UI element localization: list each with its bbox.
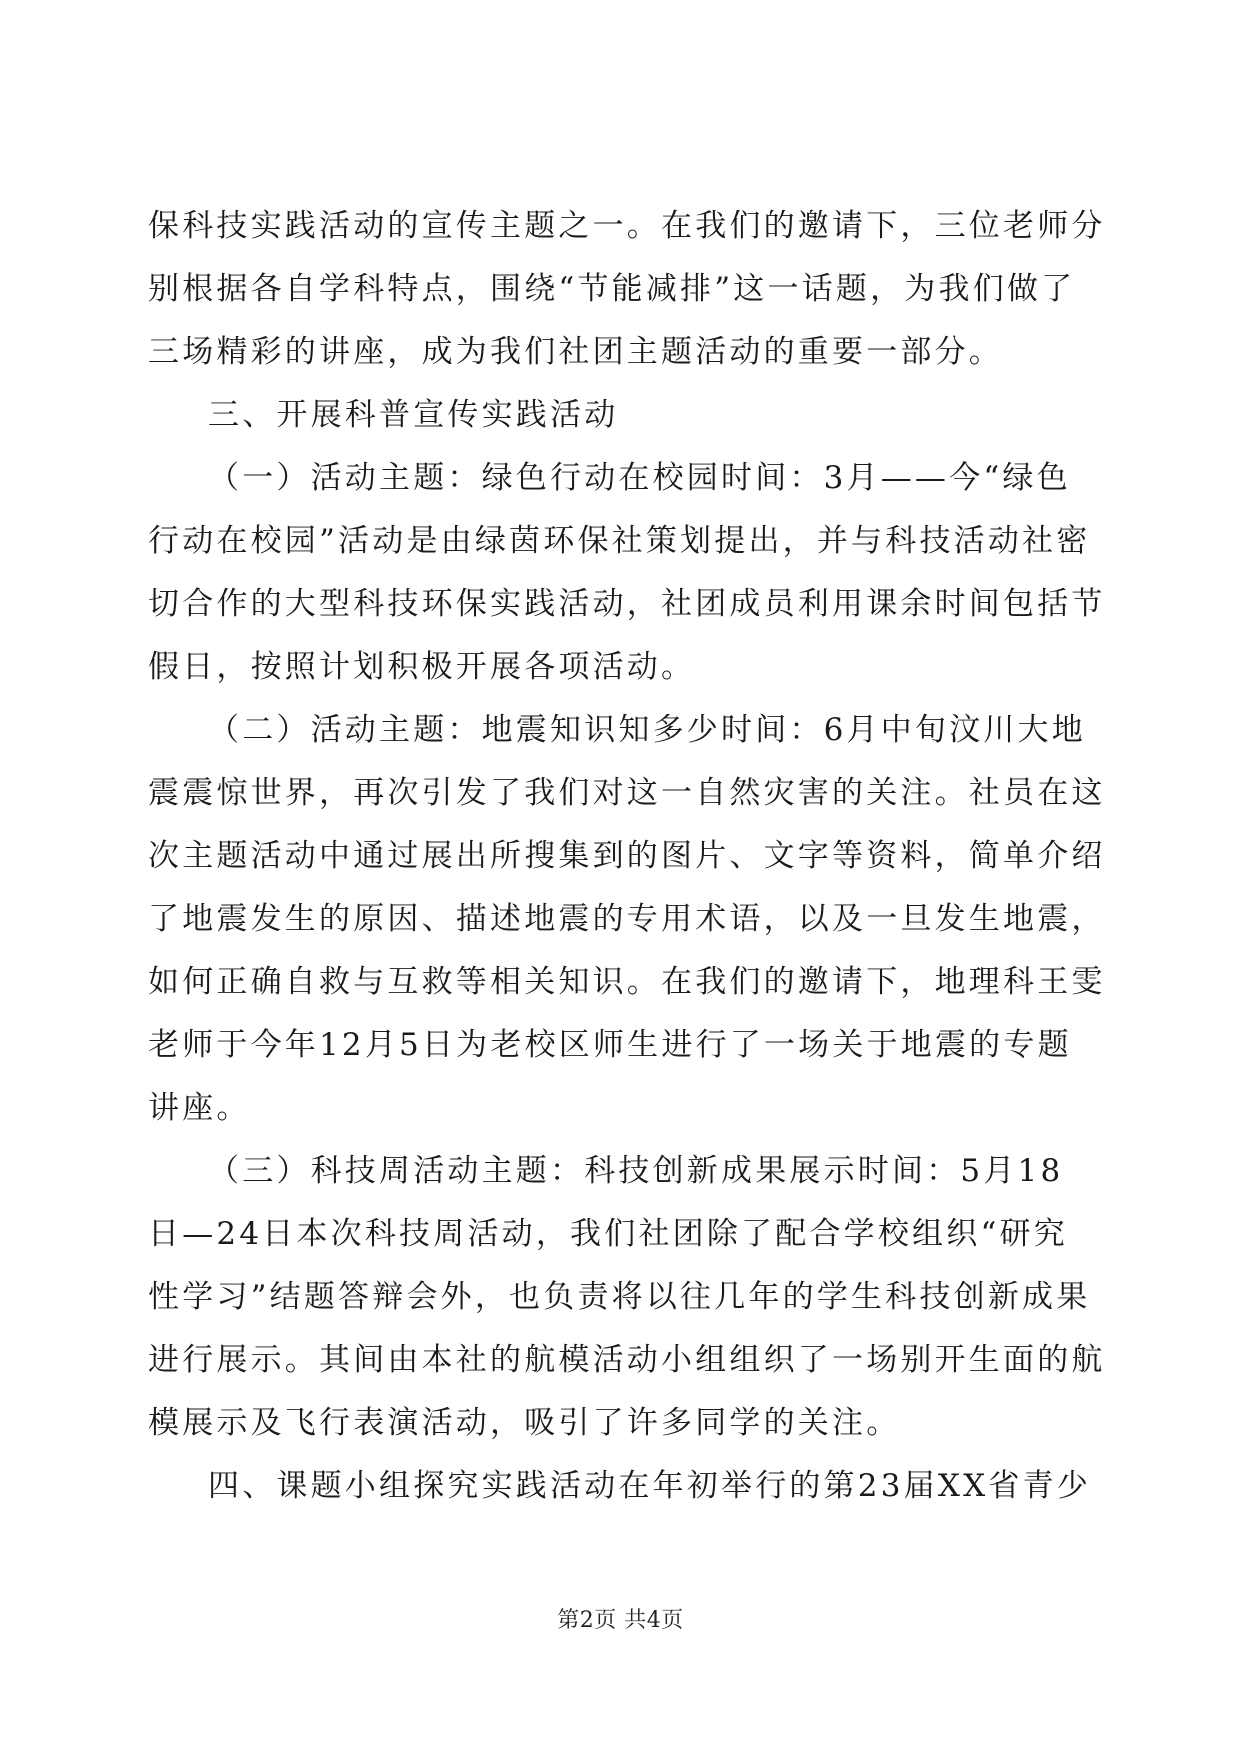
body-text-line: 假日，按照计划积极开展各项活动。	[148, 649, 696, 685]
section-heading: 三、开展科普宣传实践活动	[208, 397, 619, 433]
body-text-line: 行动在校园”活动是由绿茵环保社策划提出，并与科技活动社密	[148, 523, 1091, 559]
body-text-line: 模展示及飞行表演活动，吸引了许多同学的关注。	[148, 1405, 901, 1441]
body-text-line: 切合作的大型科技环保实践活动，社团成员利用课余时间包括节	[148, 586, 1106, 622]
body-text-line: 日—24日本次科技周活动，我们社团除了配合学校组织“研究	[148, 1216, 1068, 1252]
body-text-line: 次主题活动中通过展出所搜集到的图片、文字等资料，简单介绍	[148, 838, 1106, 874]
body-text-line: 如何正确自救与互救等相关知识。在我们的邀请下，地理科王雯	[148, 964, 1106, 1000]
body-text-line: （二）活动主题：地震知识知多少时间：6月中旬汶川大地	[208, 712, 1086, 748]
body-text-line: 保科技实践活动的宣传主题之一。在我们的邀请下，三位老师分	[148, 208, 1106, 244]
body-text-line: （一）活动主题：绿色行动在校园时间：3月——今“绿色	[208, 460, 1071, 496]
body-text-line: 了地震发生的原因、描述地震的专用术语，以及一旦发生地震，	[148, 901, 1106, 937]
section-heading: 四、课题小组探究实践活动在年初举行的第23届XX省青少	[208, 1468, 1091, 1504]
body-text-line: 性学习”结题答辩会外，也负责将以往几年的学生科技创新成果	[148, 1279, 1091, 1315]
body-text-line: 老师于今年12月5日为老校区师生进行了一场关于地震的专题	[148, 1027, 1072, 1063]
page-footer: 第2页 共4页	[557, 1608, 684, 1633]
body-text-line: 三场精彩的讲座，成为我们社团主题活动的重要一部分。	[148, 334, 1003, 370]
body-text-line: 震震惊世界，再次引发了我们对这一自然灾害的关注。社员在这	[148, 775, 1106, 811]
body-text-line: 别根据各自学科特点，围绕“节能减排”这一话题，为我们做了	[148, 271, 1076, 307]
body-text-line: 进行展示。其间由本社的航模活动小组组织了一场别开生面的航	[148, 1342, 1106, 1378]
body-text-line: 讲座。	[148, 1090, 251, 1126]
body-text-line: （三）科技周活动主题：科技创新成果展示时间：5月18	[208, 1153, 1064, 1189]
